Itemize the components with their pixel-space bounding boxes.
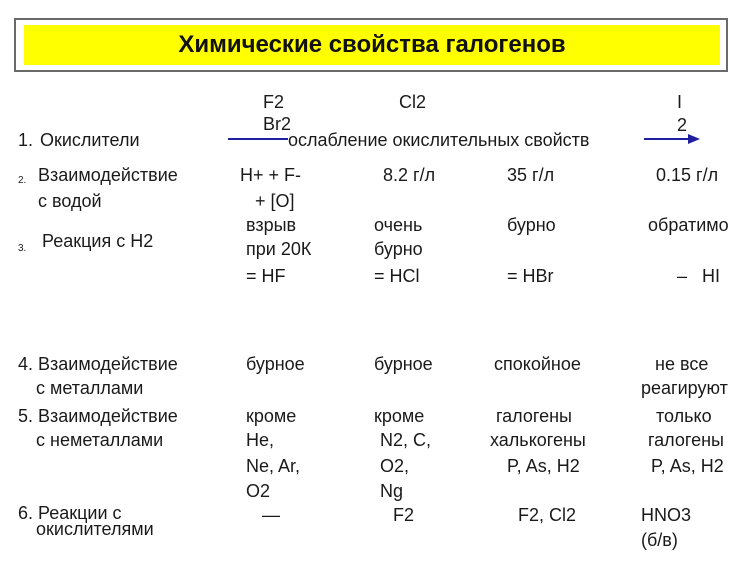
row2-cl: 8.2 г/л — [383, 165, 436, 185]
row3-f-a: взрыв — [246, 215, 297, 235]
row4-i-b: реагируют — [641, 378, 728, 398]
row3-i: обратимо — [648, 215, 729, 235]
row6-cl: F2 — [393, 505, 415, 525]
row5-f-a: кроме — [246, 406, 297, 426]
row1-label: Окислители — [40, 130, 140, 150]
row2-br: 35 г/л — [507, 165, 555, 185]
row3-cl-b: бурно — [374, 239, 423, 259]
row6-br: F2, Cl2 — [518, 505, 577, 525]
row3-num: 3. — [18, 243, 27, 254]
row4-label2: с металлами — [36, 378, 144, 398]
row2-label2: с водой — [38, 191, 102, 211]
row3-label: Реакция с H2 — [42, 231, 154, 251]
row5-br-b: халькогены — [490, 430, 586, 450]
row5-label2: с неметаллами — [36, 430, 164, 450]
trend-arrow-right-line — [644, 138, 688, 140]
row5-cl-c: O2, — [380, 456, 410, 476]
header-i2: 2 — [677, 115, 688, 135]
row6-i-b: (б/в) — [641, 530, 678, 550]
row4-f: бурное — [246, 354, 305, 374]
row5-f-c: Ne, Ar, — [246, 456, 301, 476]
row5-br-a: галогены — [496, 406, 572, 426]
row3-product-hcl: = HCl — [374, 266, 420, 286]
row2-num: 2. — [18, 175, 27, 186]
row4-br: спокойное — [494, 354, 581, 374]
row6-label1: 6. Реакции с — [18, 503, 122, 523]
row3-product-dash: – — [677, 266, 688, 286]
row5-i-a: только — [656, 406, 712, 426]
row3-f-b: при 20К — [246, 239, 312, 259]
header-cl2: Cl2 — [399, 92, 427, 112]
row4-label1: 4. Взаимодействие — [18, 354, 178, 374]
row3-cl-a: очень — [374, 215, 423, 235]
header-br2: Br2 — [263, 114, 292, 134]
slide-title: Химические свойства галогенов — [24, 25, 720, 65]
row5-cl-a: кроме — [374, 406, 425, 426]
row4-i-a: не все — [655, 354, 709, 374]
row5-br-c: P, As, H2 — [507, 456, 580, 476]
row1-num: 1. — [18, 130, 34, 150]
row2-f-a: H+ + F- — [240, 165, 302, 185]
row6-f: — — [262, 505, 280, 525]
row6-i-a: HNO3 — [641, 505, 692, 525]
row2-label1: Взаимодействие — [38, 165, 178, 185]
row2-i: 0.15 г/л — [656, 165, 719, 185]
row3-br: бурно — [507, 215, 556, 235]
row5-i-c: P, As, H2 — [651, 456, 724, 476]
header-f2: F2 — [263, 92, 285, 112]
row5-cl-d: Ng — [380, 481, 404, 501]
trend-label: ослабление окислительных свойств — [288, 130, 590, 150]
row2-f-b: + [O] — [255, 191, 295, 211]
arrow-right-icon — [688, 134, 700, 144]
row5-f-b: He, — [246, 430, 275, 450]
row5-cl-b: N2, C, — [380, 430, 432, 450]
row4-cl: бурное — [374, 354, 433, 374]
row6-label2: окислителями — [36, 519, 154, 539]
trend-arrow-left-line — [228, 138, 288, 140]
row5-i-b: галогены — [648, 430, 724, 450]
row5-f-d: O2 — [246, 481, 271, 501]
header-i: I — [677, 92, 683, 112]
row3-product-hbr: = HBr — [507, 266, 554, 286]
row3-product-hf: = HF — [246, 266, 286, 286]
row5-label1: 5. Взаимодействие — [18, 406, 178, 426]
row3-product-hi: HI — [702, 266, 720, 286]
